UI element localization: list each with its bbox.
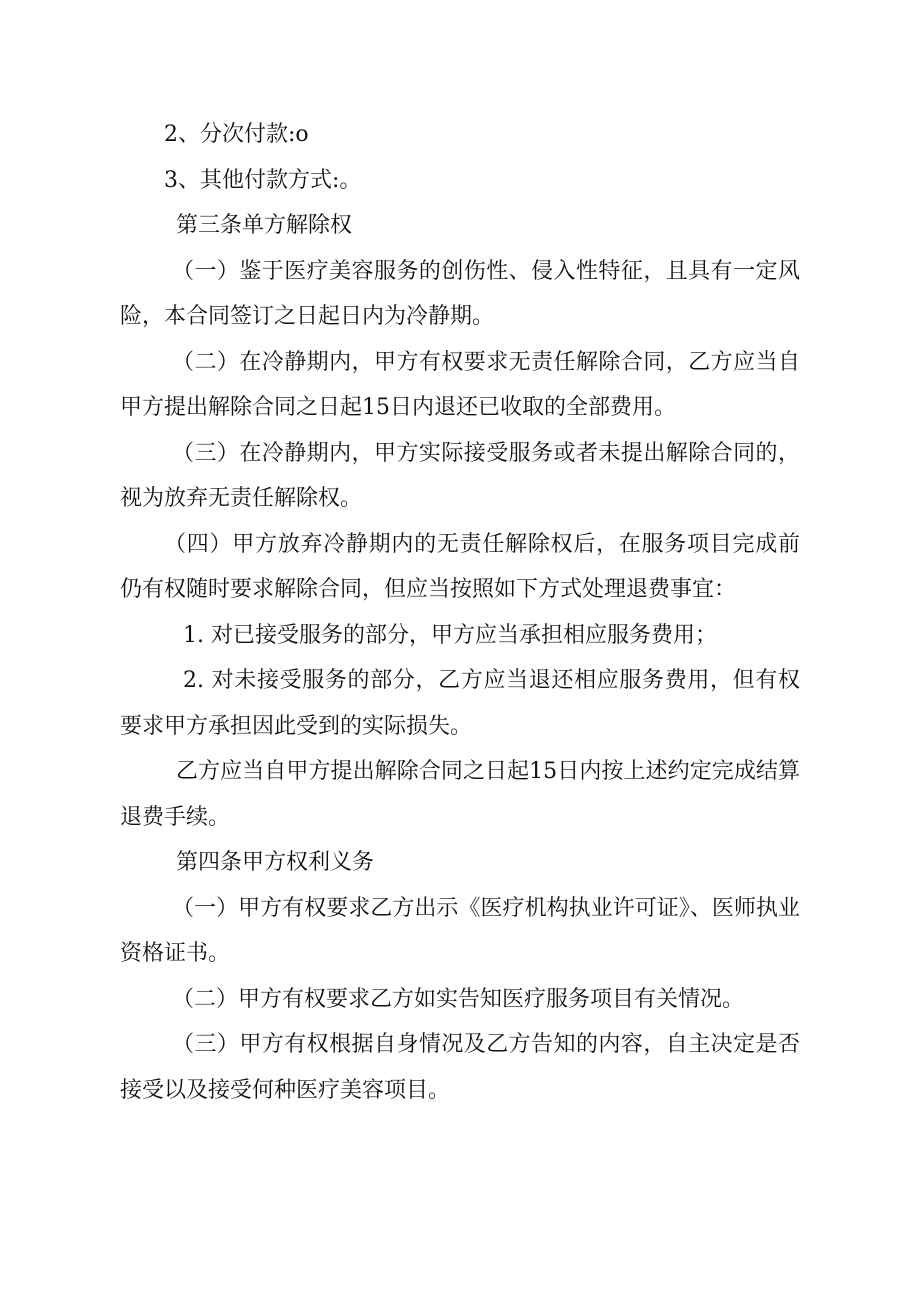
article-three-clause-2: （二）在冷静期内，甲方有权要求无责任解除合同，乙方应当自甲方提出解除合同之日起15日内退还已收取的全部费用。 <box>120 349 800 420</box>
article-four-clause-2: （二）甲方有权要求乙方如实告知医疗服务项目有关情况。 <box>172 986 745 1012</box>
document-body <box>120 112 800 1113</box>
refund-rule-2: 2. 对未接受服务的部分，乙方应当退还相应服务费用，但有权要求甲方承担因此受到的实际损失。 <box>120 668 800 739</box>
article-four-clause-3: （三）甲方有权根据自身情况及乙方告知的内容，自主决定是否接受以及接受何种医疗美容项目。 <box>120 1032 800 1103</box>
article-three-clause-4: （四）甲方放弃冷静期内的无责任解除权后，在服务项目完成前仍有权随时要求解除合同，但应当按照如下方式处理退费事宜： <box>120 531 800 602</box>
article-three-clause-1: （一）鉴于医疗美容服务的创伤性、侵入性特征，且具有一定风险，本合同签订之日起日内为冷静期。 <box>120 258 800 329</box>
payment-installment-line: 2、分次付款:o <box>164 122 309 147</box>
article-four-clause-1: （一）甲方有权要求乙方出示《医疗机构执业许可证》、医师执业资格证书。 <box>120 895 800 966</box>
article-three-clause-3: （三）在冷静期内，甲方实际接受服务或者未提出解除合同的，视为放弃无责任解除权。 <box>120 440 800 511</box>
settlement-deadline: 乙方应当自甲方提出解除合同之日起15日内按上述约定完成结算退费手续。 <box>120 759 800 830</box>
refund-rule-1: 1. 对已接受服务的部分，甲方应当承担相应服务费用； <box>183 622 717 648</box>
payment-other-line: 3、其他付款方式:。 <box>164 167 362 193</box>
article-four-heading: 第四条甲方权利义务 <box>176 850 375 875</box>
article-three-heading: 第三条单方解除权 <box>176 213 353 238</box>
